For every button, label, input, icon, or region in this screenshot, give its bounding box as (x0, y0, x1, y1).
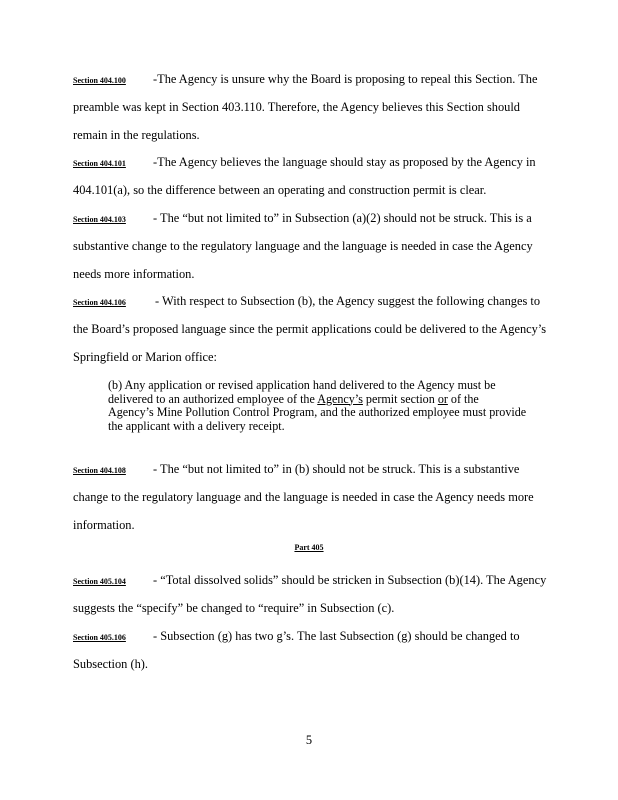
paragraph-line: change to the regulatory language and the language is needed in case the Agency needs more (73, 490, 534, 504)
paragraph-line: the Board’s proposed language since the permit applications could be delivered to the Agency’s (73, 322, 547, 336)
paragraph-line: suggests the “specify” be changed to “require” in Subsection (c). (73, 601, 395, 615)
section-label: Section 404.101 (73, 159, 126, 168)
section-label: Section 404.100 (73, 76, 126, 85)
paragraph-line: 404.101(a), so the difference between an operating and construction permit is clear. (73, 183, 487, 197)
quote-line: Agency’s Mine Pollution Control Program, and the authorized employee must provide (108, 405, 527, 419)
paragraph-line: - The “but not limited to” in (b) should not be struck. This is a substantive (153, 462, 520, 476)
quote-line: the applicant with a delivery receipt. (108, 418, 285, 433)
paragraph-line: remain in the regulations. (73, 128, 200, 142)
quote-text: of the (447, 391, 479, 406)
quote-line: (b) Any application or revised application hand delivered to the Agency must be (108, 378, 496, 392)
quote-inserted-text: or (437, 391, 448, 406)
quote-inserted-text: Agency’s (317, 391, 363, 406)
part-heading: Part 405 (294, 543, 324, 552)
section-label: Section 405.104 (73, 577, 126, 586)
paragraph-line: - The “but not limited to” in Subsection (a)(2) should not be struck. This is a (153, 211, 532, 225)
paragraph-line: - “Total dissolved solids” should be stricken in Subsection (b)(14). The Agency (153, 573, 547, 587)
section-label: Section 404.108 (73, 466, 126, 475)
paragraph-line: substantive change to the regulatory language and the language is needed in case the Agency (73, 239, 533, 253)
paragraph-line: -The Agency believes the language should stay as proposed by the Agency in (153, 155, 536, 169)
section-405-104-paragraph (73, 566, 591, 622)
paragraph-line: Subsection (h). (73, 657, 149, 671)
page-number: 5 (305, 733, 313, 747)
section-404-101-paragraph (73, 148, 591, 204)
section-label: Section 405.106 (73, 633, 126, 642)
paragraph-line: -The Agency is unsure why the Board is proposing to repeal this Section. The (153, 72, 538, 86)
quote-text: permit section (362, 391, 438, 406)
paragraph-line: - Subsection (g) has two g’s. The last Subsection (g) should be changed to (153, 629, 520, 643)
section-404-108-paragraph (73, 455, 591, 539)
section-label: Section 404.103 (73, 215, 126, 224)
section-405-106-paragraph (73, 622, 591, 678)
section-404-106-paragraph (73, 287, 591, 371)
block-quote (108, 379, 578, 433)
paragraph-line: needs more information. (73, 267, 195, 281)
quote-line (108, 393, 578, 407)
paragraph-line: - With respect to Subsection (b), the Agency suggest the following changes to (155, 294, 541, 308)
paragraph-line: information. (73, 518, 135, 532)
paragraph-line: preamble was kept in Section 403.110. Therefore, the Agency believes this Section should (73, 100, 520, 114)
section-404-100-paragraph (73, 65, 591, 149)
paragraph-line: Springfield or Marion office: (73, 350, 217, 364)
section-404-103-paragraph (73, 204, 591, 288)
quote-text: delivered to an authorized employee of the (108, 391, 318, 406)
section-label: Section 404.106 (73, 298, 126, 307)
